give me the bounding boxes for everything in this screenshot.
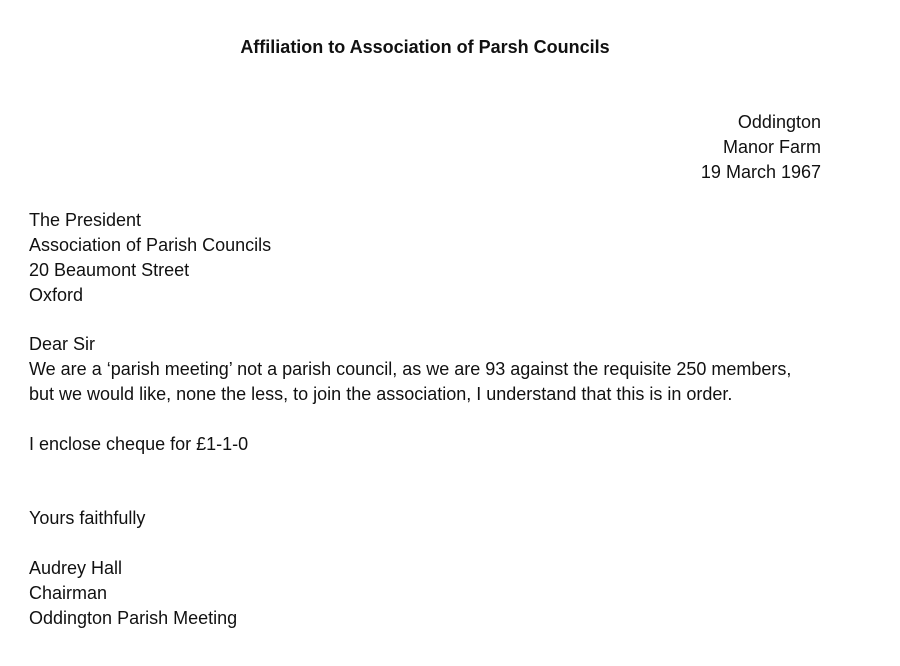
salutation: Dear Sir [29, 334, 96, 354]
recipient-address [29, 208, 271, 308]
recipient-organisation: Association of Parish Councils [29, 235, 272, 255]
signatory-name: Audrey Hall [29, 558, 123, 578]
sender-place: Oddington [737, 112, 821, 132]
sender-farm: Manor Farm [722, 137, 821, 157]
enclosure-note: I enclose cheque for £1-1-0 [29, 434, 249, 454]
recipient-city: Oxford [29, 285, 84, 305]
signatory-role: Chairman [29, 583, 108, 603]
body-line: but we would like, none the less, to join the association, I understand that this is in order. [29, 384, 733, 404]
closing: Yours faithfully [29, 508, 146, 528]
letter-body [29, 357, 849, 407]
letter-date: 19 March 1967 [700, 162, 821, 182]
letter-title: Affiliation to Association of Parsh Councils [240, 37, 610, 57]
recipient-street: 20 Beaumont Street [29, 260, 190, 280]
body-line: We are a ‘parish meeting’ not a parish council, as we are 93 against the requisite 250 members, [29, 359, 792, 379]
signatory-organisation: Oddington Parish Meeting [29, 608, 238, 628]
sender-address [701, 110, 821, 185]
signature-block [29, 556, 237, 631]
recipient-title: The President [29, 210, 142, 230]
